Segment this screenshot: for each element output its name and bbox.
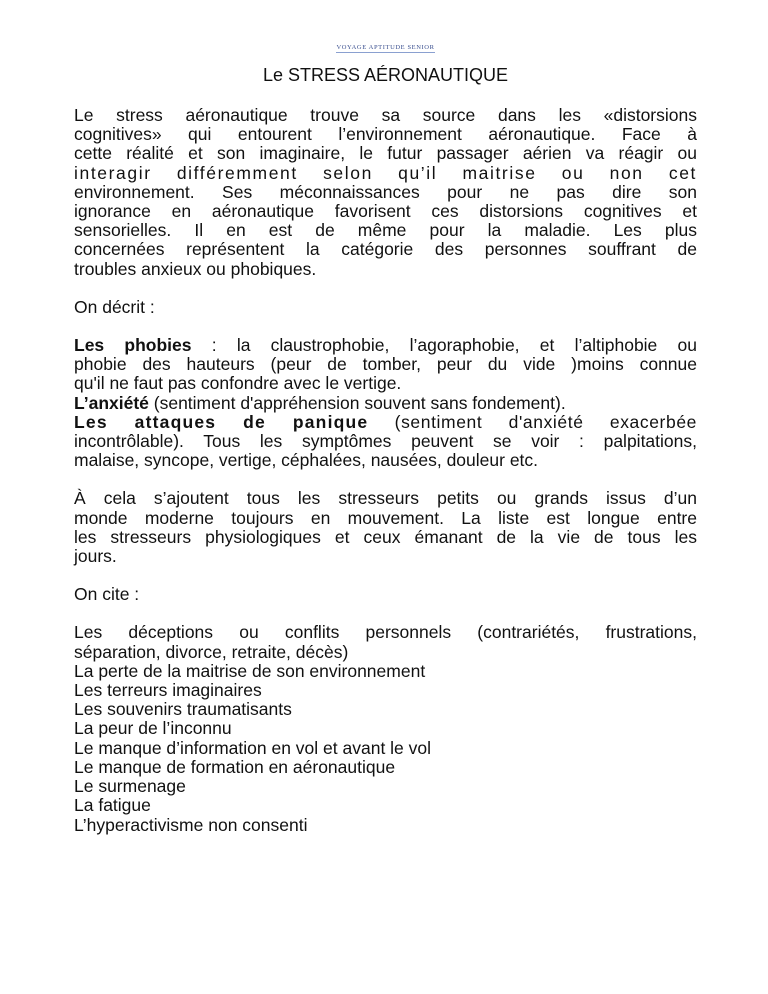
intro-line: Le stress aéronautique trouve sa source dans les «distorsions: [74, 105, 697, 125]
phobias-line: qu'il ne faut pas confondre avec le vertige.: [74, 373, 402, 394]
anxiety-term: L’anxiété: [74, 392, 149, 413]
brand-logo: [74, 44, 697, 54]
stressors-line: monde moderne toujours en mouvement. La liste est longue entre: [74, 507, 697, 528]
list-item: Les déceptions ou conflits personnels (contrariétés, frustrations,: [74, 622, 697, 643]
page-title: Le STRESS AÉRONAUTIQUE: [262, 65, 509, 85]
panic-line: [74, 413, 697, 432]
list-item: Les souvenirs traumatisants: [74, 699, 292, 720]
panic-text: (sentiment d'anxiété exacerbée: [368, 411, 697, 432]
intro-line: concernées représentent la catégorie des personnes souffrant de: [74, 239, 697, 260]
stressors-line: jours.: [74, 546, 117, 567]
stressor-list: [74, 623, 697, 834]
intro-line: sensorielles. Il en est de même pour la maladie. Les plus: [74, 220, 697, 241]
intro-line: ignorance en aéronautique favorisent ces distorsions cognitives et: [74, 201, 697, 222]
intro-line: environnement. Ses méconnaissances pour ne pas dire son: [74, 181, 697, 202]
on-cite-label: On cite :: [74, 584, 140, 605]
panic-line: malaise, syncope, vertige, céphalées, nausées, douleur etc.: [74, 450, 539, 471]
anxiety-text: (sentiment d'appréhension souvent sans fondement).: [148, 392, 566, 413]
intro-line: troubles anxieux ou phobiques.: [74, 258, 317, 279]
list-item: Le manque d’information en vol et avant le vol: [74, 737, 432, 758]
panic-term: Les attaques de panique: [74, 411, 369, 432]
intro-paragraph: [74, 106, 697, 279]
stressors-line: les stresseurs physiologiques et ceux émanant de la vie de tous les: [74, 526, 697, 547]
intro-line: interagir différemment selon qu’il maitrise ou non cet: [74, 162, 697, 183]
anxiety-line: [74, 394, 697, 413]
intro-line: cette réalité et son imaginaire, le futur passager aérien va réagir ou: [74, 143, 697, 164]
list-item: La peur de l’inconnu: [74, 718, 232, 739]
list-item: L’hyperactivisme non consenti: [74, 814, 308, 835]
list-item: séparation, divorce, retraite, décès): [74, 641, 349, 662]
phobias-line: [74, 336, 697, 355]
phobias-line: phobie des hauteurs (peur de tomber, peur du vide )moins connue: [74, 354, 697, 375]
list-item: La fatigue: [74, 795, 151, 816]
logo-text: VOYAGE APTITUDE SENIOR: [336, 44, 435, 51]
list-item: Les terreurs imaginaires: [74, 680, 262, 701]
phobias-text: : la claustrophobie, l’agoraphobie, et l’altiphobie ou: [191, 335, 697, 356]
list-item: Le surmenage: [74, 776, 186, 797]
on-decrit-label: On décrit :: [74, 296, 155, 317]
list-item: La perte de la maitrise de son environnement: [74, 660, 426, 681]
phobias-term: Les phobies: [74, 335, 192, 356]
phobias-paragraph: [74, 336, 697, 470]
panic-line: incontrôlable). Tous les symptômes peuvent se voir : palpitations,: [74, 431, 697, 452]
list-item: Le manque de formation en aéronautique: [74, 756, 396, 777]
document-page: [74, 44, 697, 835]
stressors-paragraph: [74, 489, 697, 566]
intro-line: cognitives» qui entourent l’environnement aéronautique. Face à: [74, 124, 697, 145]
stressors-line: À cela s’ajoutent tous les stresseurs petits ou grands issus d’un: [74, 488, 697, 509]
